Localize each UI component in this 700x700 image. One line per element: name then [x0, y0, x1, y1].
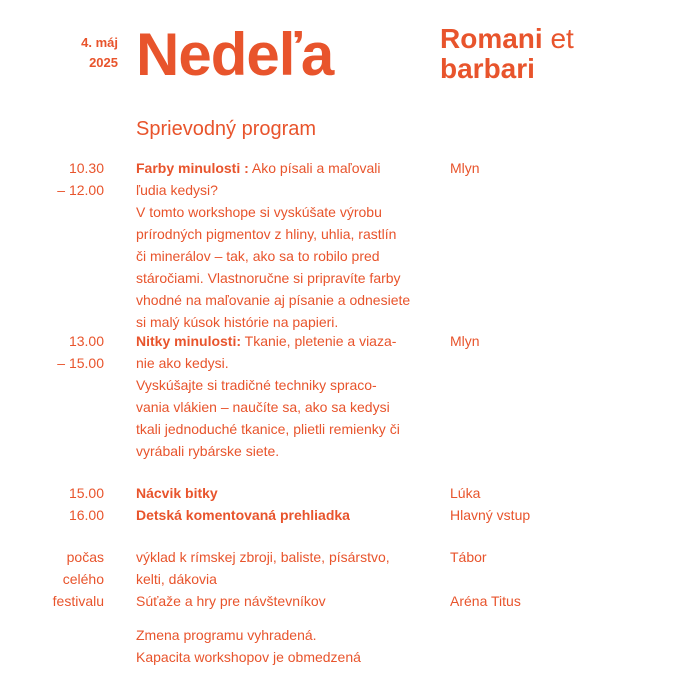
date-day: 4. máj — [81, 35, 118, 50]
event-2-line: Vyskúšajte si tradičné techniky spraco- — [136, 377, 377, 393]
event-3-place: Lúka — [450, 485, 481, 501]
festival-item-2: Súťaže a hry pre návštevníkov — [136, 593, 326, 609]
event-3-name-text: Nácvik bitky — [136, 485, 218, 501]
festival-time-line: celého — [62, 571, 104, 587]
event-1-name: Farby minulosti : — [136, 160, 249, 176]
brand-word-romani: Romani — [440, 23, 543, 54]
event-3-name — [136, 482, 436, 504]
brand-word-et: et — [550, 23, 574, 54]
festival-time-line: festivalu — [52, 593, 104, 609]
brand-logo — [440, 24, 574, 84]
page-title: Nedeľa — [136, 21, 334, 88]
festival-item-1-line: kelti, dákovia — [136, 571, 217, 587]
event-2-line: vyrábali rybárske siete. — [136, 443, 280, 459]
event-1-line: prírodných pigmentov z hliny, uhlia, rastlín — [136, 226, 397, 242]
event-4-name — [136, 504, 436, 526]
event-1-line: V tomto workshope si vyskúšate výrobu — [136, 204, 382, 220]
event-2-name: Nitky minulosti: — [136, 333, 242, 349]
event-1-line: Ako písali a maľovali — [251, 160, 381, 176]
event-1-line: ľudia kedysi? — [136, 182, 218, 198]
date-year: 2025 — [89, 55, 118, 70]
event-1-line: či minerálov – tak, ako sa to robilo pred — [136, 248, 380, 264]
note-capacity: Kapacita workshopov je obmedzená — [136, 649, 361, 665]
event-2-line: Tkanie, pletenie a viaza- — [244, 333, 397, 349]
event-1-line: vhodné na maľovanie aj písanie a odnesiete — [136, 292, 411, 308]
festival-item-1-line: výklad k rímskej zbroji, baliste, písárstvo, — [136, 549, 390, 565]
event-1-time-end: – 12.00 — [57, 182, 104, 198]
event-4-name-text: Detská komentovaná prehliadka — [136, 507, 350, 523]
program-subtitle: Sprievodný program — [136, 118, 317, 140]
brand-word-barbari: barbari — [440, 53, 535, 84]
event-2-time-start: 13.00 — [68, 333, 104, 349]
event-1-line: si malý kúsok histórie na papieri. — [136, 314, 339, 330]
event-1-description — [136, 157, 436, 333]
event-1-place: Mlyn — [450, 160, 480, 176]
event-2-line: vania vlákien – naučíte sa, ako sa kedysi — [136, 399, 390, 415]
event-4-place: Hlavný vstup — [450, 507, 531, 523]
event-2-line: tkali jednoduché tkanice, plietli remienky či — [136, 421, 400, 437]
festival-item-1 — [136, 546, 446, 590]
note-program-change: Zmena programu vyhradená. — [136, 627, 317, 643]
festival-item-1-place: Tábor — [450, 549, 487, 565]
event-2-time-end: – 15.00 — [57, 355, 104, 371]
festival-item-2-place: Aréna Titus — [450, 593, 521, 609]
festival-time-line: počas — [66, 549, 104, 565]
event-2-line: nie ako kedysi. — [136, 355, 229, 371]
event-1-line: stáročiami. Vlastnoručne si pripravíte farby — [136, 270, 401, 286]
event-2-place: Mlyn — [450, 333, 480, 349]
event-4-time: 16.00 — [68, 507, 104, 523]
event-1-time-start: 10.30 — [68, 160, 104, 176]
event-3-time: 15.00 — [68, 485, 104, 501]
event-2-description — [136, 330, 436, 462]
